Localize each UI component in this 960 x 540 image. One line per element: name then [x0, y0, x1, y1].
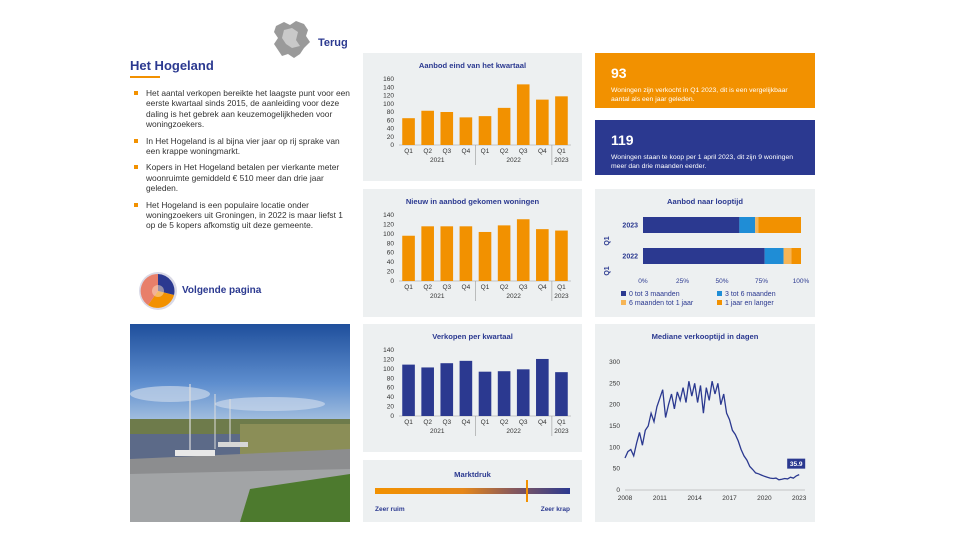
next-page-button[interactable] — [138, 271, 278, 311]
x-tick-label: Q4 — [461, 284, 471, 291]
y-tick-label: 60 — [386, 249, 394, 257]
x-tick-label: Q2 — [499, 419, 509, 426]
back-link[interactable]: Terug — [318, 37, 348, 49]
bar — [536, 229, 549, 281]
kpi-te-koop — [595, 120, 815, 175]
pie-chart-icon — [138, 271, 178, 311]
marktdruk-panel — [363, 460, 582, 522]
chart-verkopen — [363, 324, 582, 452]
x-tick-label: 2020 — [757, 495, 772, 502]
bar — [460, 361, 473, 416]
chart-verkopen-panel — [363, 324, 582, 452]
bar — [479, 372, 492, 416]
legend-item — [717, 291, 776, 298]
x-tick-label: 100% — [792, 278, 810, 285]
bar — [421, 111, 434, 145]
y-tick-label: 50 — [612, 465, 620, 473]
x-tick-label: 0% — [638, 278, 648, 285]
stack-segment — [755, 217, 758, 233]
y-tick-label: 150 — [609, 423, 620, 430]
bar — [479, 232, 492, 281]
chart-verkooptijd — [595, 324, 815, 522]
y-tick-label: 20 — [386, 268, 394, 276]
bar — [536, 100, 549, 145]
bar — [555, 372, 568, 416]
summary-list — [132, 88, 352, 237]
summary-item: Het Hogeland is een populaire locatie onder woningzoekers uit Groningen, in 2022 is maar liefst 1 op de 5 kopers afkomstig uit deze gemeente. — [132, 200, 352, 231]
bar — [517, 84, 530, 145]
y-tick-label: 20 — [386, 403, 394, 411]
y-tick-label: 0 — [390, 413, 394, 420]
x-tick-label: Q3 — [442, 148, 452, 155]
y-tick-label: 140 — [383, 212, 394, 219]
stack-segment — [758, 217, 801, 233]
y-tick-label: 100 — [609, 444, 620, 452]
y-tick-label: 120 — [383, 92, 394, 100]
chart-title: Aanbod naar looptijd — [667, 197, 743, 206]
group-label: 2021 — [429, 293, 445, 300]
x-tick-label: Q1 — [480, 148, 490, 155]
group-label: 2021 — [429, 157, 445, 164]
gauge-right-label: Zeer krap — [540, 506, 570, 513]
legend-label: 1 jaar en langer — [725, 300, 774, 307]
x-tick-label: Q1 — [557, 419, 566, 426]
gauge-left-label: Zeer ruim — [375, 506, 405, 513]
chart-looptijd-panel — [595, 189, 815, 317]
kpi-text: Woningen zijn verkocht in Q1 2023, dit is een vergelijkbaar aantal als een jaar geleden. — [611, 87, 788, 103]
chart-verkooptijd-panel — [595, 324, 815, 522]
y-tick-label: 120 — [383, 221, 394, 229]
data-label: 35.9 — [789, 460, 803, 468]
legend-label: 0 tot 3 maanden — [629, 291, 680, 298]
gauge-title: Marktdruk — [454, 470, 491, 479]
x-tick-label: Q3 — [442, 419, 452, 426]
y-tick-label: 140 — [383, 84, 394, 92]
y-tick-label: 0 — [390, 142, 394, 149]
chart-title: Mediane verkooptijd in dagen — [651, 332, 759, 341]
bar — [421, 226, 434, 281]
y-tick-label: 80 — [386, 375, 394, 383]
bar — [517, 219, 530, 281]
x-tick-label: Q1 — [404, 148, 413, 155]
region-map-icon — [270, 18, 314, 62]
y-tick-label: 200 — [609, 401, 620, 409]
group-label: 2023 — [554, 293, 569, 300]
x-tick-label: Q3 — [518, 419, 528, 426]
y-tick-label: 300 — [609, 359, 620, 366]
x-tick-label: 2023 — [791, 495, 807, 502]
x-tick-label: Q1 — [480, 284, 490, 291]
x-tick-label: Q2 — [499, 284, 509, 291]
x-tick-label: Q4 — [461, 419, 471, 426]
y-tick-label: 250 — [609, 380, 620, 388]
group-label: 2023 — [554, 157, 569, 164]
chart-aanbod — [363, 53, 582, 181]
x-tick-label: 50% — [715, 278, 729, 285]
y-tick-label: 160 — [383, 76, 394, 83]
y-tick-label: 60 — [386, 384, 394, 392]
stack-segment — [765, 248, 784, 264]
y-tick-label: 20 — [386, 133, 394, 141]
y-tick-label: 100 — [383, 100, 394, 108]
x-tick-label: Q1 — [404, 284, 413, 291]
chart-nieuw-panel — [363, 189, 582, 317]
y-tick-label: 60 — [386, 117, 394, 125]
harbor-photo — [130, 324, 350, 522]
x-tick-label: Q4 — [537, 148, 547, 155]
bar — [440, 226, 453, 281]
bar — [402, 236, 415, 281]
bar — [536, 359, 549, 416]
x-tick-label: Q2 — [423, 419, 433, 426]
y-tick-label: 40 — [386, 259, 394, 267]
x-tick-label: Q3 — [442, 284, 452, 291]
legend-label: 3 tot 6 maanden — [725, 291, 776, 298]
legend-item — [717, 300, 774, 307]
gauge-bar — [375, 488, 570, 494]
kpi-text: Woningen staan te koop per 1 april 2023, dit zijn 9 woningen meer dan drie maanden eerder. — [611, 154, 794, 170]
stack-segment — [792, 248, 801, 264]
chart-title: Aanbod eind van het kwartaal — [418, 61, 527, 70]
row-label: 2023 — [622, 222, 638, 230]
y-tick-label: 80 — [386, 240, 394, 248]
x-tick-label: 25% — [675, 278, 690, 285]
y-tick-label: 140 — [383, 347, 394, 354]
summary-item: In Het Hogeland is al bijna vier jaar op rij sprake van een krappe woningmarkt. — [132, 136, 352, 157]
x-tick-label: Q3 — [518, 148, 528, 155]
chart-title: Nieuw in aanbod gekomen woningen — [405, 197, 540, 206]
x-tick-label: Q4 — [461, 148, 471, 155]
group-label: 2022 — [506, 293, 521, 300]
x-tick-label: 2017 — [722, 495, 737, 502]
bar — [440, 363, 453, 416]
summary-item: Kopers in Het Hogeland betalen per vierkante meter woonruimte gemiddeld € 510 meer dan drie jaar geleden. — [132, 162, 352, 193]
bar — [498, 225, 511, 281]
x-tick-label: Q1 — [557, 148, 566, 155]
x-tick-label: Q1 — [404, 419, 413, 426]
stack-segment — [643, 248, 765, 264]
bar — [555, 231, 568, 281]
x-tick-label: Q2 — [423, 148, 433, 155]
bar — [402, 365, 415, 416]
chart-aanbod-panel — [363, 53, 582, 181]
kpi-verkocht — [595, 53, 815, 108]
stack-segment — [784, 248, 792, 264]
x-tick-label: 2011 — [652, 495, 667, 502]
legend-item — [621, 300, 693, 307]
kpi-value: 119 — [611, 132, 634, 148]
group-label: 2021 — [429, 428, 445, 435]
group-label: Q1 — [604, 236, 611, 246]
y-tick-label: 40 — [386, 125, 394, 133]
bar — [498, 371, 511, 416]
bar — [498, 108, 511, 145]
bar — [460, 226, 473, 281]
x-tick-label: Q2 — [499, 148, 509, 155]
x-tick-label: Q1 — [557, 284, 566, 291]
kpi-value: 93 — [611, 65, 627, 81]
bar — [555, 96, 568, 145]
stack-segment — [643, 217, 739, 233]
chart-nieuw-aanbod — [363, 189, 582, 317]
next-page-label: Volgende pagina — [182, 285, 262, 296]
page-title: Het Hogeland — [130, 58, 214, 73]
bar — [421, 367, 434, 416]
y-tick-label: 100 — [383, 365, 394, 373]
x-tick-label: Q4 — [537, 419, 547, 426]
x-tick-label: Q1 — [480, 419, 490, 426]
legend-item — [621, 291, 680, 298]
gauge-marker — [526, 480, 528, 502]
bar — [460, 117, 473, 145]
series-line — [625, 381, 799, 480]
group-label: 2022 — [506, 428, 521, 435]
stack-segment — [739, 217, 755, 233]
x-tick-label: 75% — [754, 278, 769, 285]
y-tick-label: 0 — [616, 487, 620, 494]
bar — [517, 369, 530, 416]
y-tick-label: 100 — [383, 230, 394, 238]
group-label: 2023 — [554, 428, 569, 435]
summary-item: Het aantal verkopen bereikte het laagste punt voor een eerste kwartaal sinds 2015, de aanleiding voor deze daling is het gebrek aan keuzemogelijkheden voor woningzoekers. — [132, 88, 352, 130]
x-tick-label: Q4 — [537, 284, 547, 291]
bar — [402, 118, 415, 145]
x-tick-label: 2008 — [617, 495, 633, 502]
y-tick-label: 0 — [390, 278, 394, 285]
x-tick-label: Q3 — [518, 284, 528, 291]
y-tick-label: 120 — [383, 356, 394, 364]
y-tick-label: 40 — [386, 394, 394, 402]
bar — [440, 112, 453, 145]
x-tick-label: 2014 — [687, 495, 702, 502]
y-tick-label: 80 — [386, 109, 394, 116]
row-label: 2022 — [622, 253, 638, 261]
bar — [479, 116, 492, 145]
group-label: Q1 — [604, 266, 611, 276]
group-label: 2022 — [506, 157, 521, 164]
title-underline — [130, 76, 160, 78]
x-tick-label: Q2 — [423, 284, 433, 291]
legend-label: 6 maanden tot 1 jaar — [629, 300, 694, 307]
chart-title: Verkopen per kwartaal — [432, 332, 513, 341]
